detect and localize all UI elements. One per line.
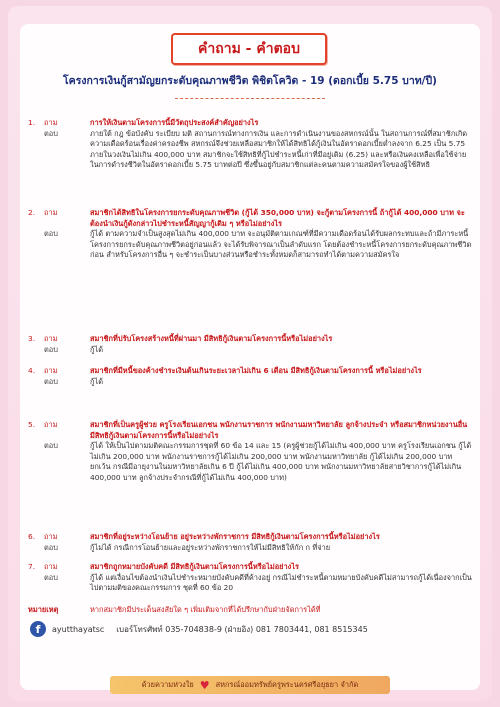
question-label: ถาม [44,334,58,343]
footer-banner [110,676,390,694]
item-number: 3. [28,334,36,343]
page-title: โครงการเงินกู้สามัญยกระดับคุณภาพชีวิต พิชิตโควิด - 19 (ดอกเบี้ย 5.75 บาท/ปี) [63,75,437,87]
qa-item-3 [28,334,474,355]
answer-text: กู้ไม่ได้ กรณีการโอนย้ายและอยู่ระหว่างพักราชการให้ไม่มีสิทธิให้กัก ก ที่จ่าย [90,542,331,552]
question-label: ถาม [44,366,58,375]
item-number: 6. [28,532,36,541]
note-text: หากสมาชิกมีประเด็นสงสัยใด ๆ เพิ่มเติมจากที่ได้ปรึกษากับฝ่ายจัดการได้ที่ [90,605,321,614]
heart-icon: ♥ [199,678,210,692]
answer-label: ตอบ [44,344,58,354]
contact-row [30,620,470,638]
item-number: 5. [28,420,36,429]
qa-item-7 [28,562,474,594]
qa-item-6 [28,532,474,553]
answer-text: กู้ได้ ให้เป็นไปตามมติคณะกรรมการชุดที่ 60 ข้อ 14 และ 15 (ครูผู้ช่วยกู้ได้ไม่เกิน 400,000 บาท ครูโรงเรียนเอกชน กู้ได้ไม่เกิน 200,000 บาท พนักงานราชการกู้ได้ไม่เกิน 200,000 บาท พนักงานมหาวิทยาลัย กู้ได้ไม่เกิน 200,000 บาท ยกเว้น กรณีมีอายุงานในมหาวิทยาลัยเกิน 6 ปี กู้ได้ไม่เกิน 400,000 บาท พนักงานมหาวิทยาลัยสายวิชาการกู้ได้ไม่เกิน 400,000 บาท ลูกจ้างประจำกรณีที่กู้ได้ไม่เกิน 400,000 บาท) [90,441,472,482]
question-label: ถาม [44,118,58,127]
footer-right-text: สหกรณ์ออมทรัพย์ครูพระนครศรีอยุธยา จำกัด [215,680,359,689]
answer-label: ตอบ [44,376,58,386]
question-label: ถาม [44,420,58,429]
item-number: 2. [28,208,36,217]
footer-left-text: ด้วยความห่วงใย [141,680,194,689]
answer-label: ตอบ [44,542,58,552]
question-text: สมาชิกที่เป็นครูผู้ช่วย ครูโรงเรียนเอกชน พนักงานราชการ พนักงานมหาวิทยาลัย ลูกจ้างประจำ หรือสมาชิกหน่วยงานอื่น มีสิทธิกู้เงินตามโครงการนี้หรือไม่อย่างไร [90,420,468,440]
question-text: สมาชิกที่ปรับโครงสร้างหนี้ที่ผ่านมา มีสิทธิกู้เงินตามโครงการนี้หรือไม่อย่างไร [90,334,333,343]
item-number: 4. [28,366,36,375]
note-label: หมายเหตุ [28,605,59,614]
question-label: ถาม [44,562,58,571]
answer-label: ตอบ [44,441,58,451]
answer-text: กู้ได้ ตามความจำเป็นสูงสุดไม่เกิน 400,000 บาท จะอนุมัติตามเกณฑ์ที่มีความเดือดร้อนได้รับผลกระทบและถ้ามีภาระหนี้โครงการยกระดับคุณภาพชีวิตอยู่ก่อนแล้ว จะได้รับพิจารณาเป็นลำดับแรก โดยต้องชำระหนี้โครงการยกระดับคุณภาพชีวิตก่อน สำหรับโครงการอื่น ๆ จะชำระเป็นบางส่วนหรือชำระทั้งหมดก็สามารถทำได้ตามความสมัครใจ [90,229,472,260]
divider [175,98,325,99]
question-text: สมาชิกถูกหมายบังคับคดี มีสิทธิกู้เงินตามโครงการนี้หรือไม่อย่างไร [90,562,299,571]
qa-item-4 [28,366,474,387]
question-text: สมาชิกที่มีหนี้ของค้างชำระเงินต้นเกินระยะเวลาไม่เกิน 6 เดือน มีสิทธิกู้เงินตามโครงการนี้ หรือไม่อย่างไร [90,366,422,375]
qa-item-5 [28,420,474,484]
item-number: 7. [28,562,36,571]
item-number: 1. [28,118,36,127]
question-label: ถาม [44,208,58,217]
answer-text: กู้ได้ [90,344,103,354]
question-text: สมาชิกที่อยู่ระหว่างโอนย้าย อยู่ระหว่างพักราชการ มีสิทธิกู้เงินตามโครงการนี้หรือไม่อย่างไร [90,532,380,541]
answer-label: ตอบ [44,229,58,239]
question-label: ถาม [44,532,58,541]
qa-item-2 [28,208,474,261]
phone-text: เบอร์โทรศัพท์ 035-704838-9 (ฝ่ายอิง) 081 7803441, 081 8515345 [116,624,368,634]
answer-label: ตอบ [44,128,58,138]
answer-text: ภายใต้ กฎ ข้อบังคับ ระเบียบ มติ สถานการณ์ทางการเงิน และการดำเนินงานของสหกรณ์นั้น ในสถานการณ์ที่สมาชิกเกิดความเดือดร้อนเรื่องค่าครองชีพ สหกรณ์จึงช่วยเหลือสมาชิกให้ได้สิทธิได้กู้เงินในอัตราดอกเบี้ยต่ำลงจาก 6.25 เป็น 5.75 ภายในวงเงินไม่เกิน 400,000 บาท สมาชิกจะใช้สิทธิที่กู้ไปชำระหนี้เก่าที่มีอยู่เดิม (6.25) และหรือเงินคงเหลือเพื่อใช้จ่ายในการดำรงชีวิตในอัตราดอกเบี้ย 5.75 บาทต่อปี ซึ่งขึ้นอยู่กับสมาชิกแต่ละคนตามความสมัครใจของผู้ใช้สิทธิ [90,128,468,170]
question-text: การให้เงินตามโครงการนี้มีวัตถุประสงค์สำคัญอย่างไร [90,118,259,127]
answer-text: กู้ได้ [90,376,103,386]
question-text: สมาชิกได้สิทธิในโครงการยกระดับคุณภาพชีวิต (กู้ได้ 350,000 บาท) จะกู้ตามโครงการนี้ ถ้ากู้ได้ 400,000 บาท จะต้องนำเงินกู้ดังกล่าวไปชำระหนี้สัญญากู้เดิม ๆ หรือไม่อย่างไร [90,208,465,228]
answer-text: กู้ได้ แต่เงื่อนไขต้องนำเงินไปชำระหมายบังคับคดีที่ค้างอยู่ กรณีไม่ชำระหนี้ตามหมายบังคับคดีไม่สามารถกู้ได้เนื่องจากเป็นไปตามมติของคณะกรรมการ ชุดที่ 60 ข้อ 20 [90,572,472,593]
note [28,604,468,616]
answer-label: ตอบ [44,572,58,582]
facebook-handle[interactable]: ayutthayatsc [52,624,105,634]
qa-item-1 [28,118,474,171]
qa-badge: คำถาม - คำตอบ [171,33,327,65]
facebook-icon[interactable]: f [30,621,46,637]
